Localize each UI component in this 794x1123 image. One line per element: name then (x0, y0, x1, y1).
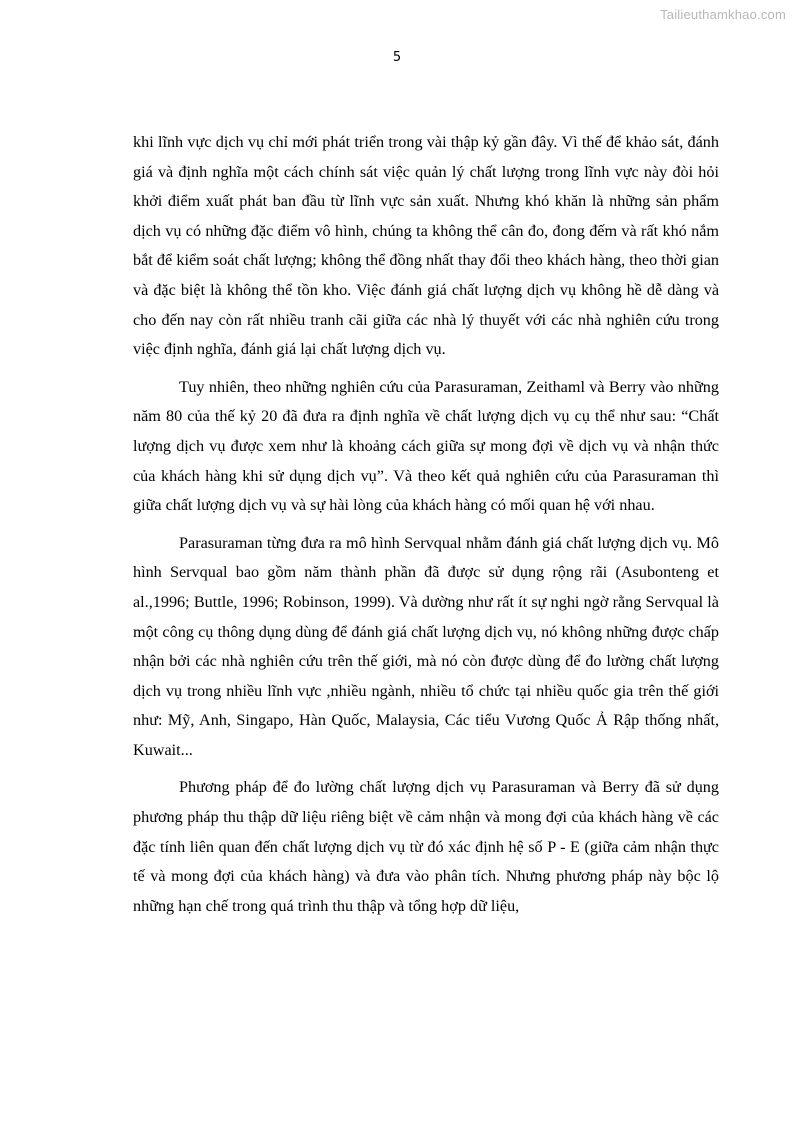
watermark: Tailieuthamkhao.com (660, 7, 786, 22)
paragraph-3: Parasuraman từng đưa ra mô hình Servqual nhằm đánh giá chất lượng dịch vụ. Mô hình Servqual bao gồm năm thành phần đã được sử dụng rộng rãi (Asubonteng et al.,1996; Buttle, 1996; Robinson, 1999). Và dường như rất ít sự nghi ngờ rằng Servqual là một công cụ thông dụng dùng để đánh giá chất lượng dịch vụ, nó không những được chấp nhận bởi các nhà nghiên cứu trên thế giới, mà nó còn được dùng để đo lường chất lượng dịch vụ trong nhiều lĩnh vực ,nhiều ngành, nhiều tổ chức tại nhiều quốc gia trên thế giới như: Mỹ, Anh, Singapo, Hàn Quốc, Malaysia, Các tiểu Vương Quốc Ả Rập thống nhất, Kuwait... (133, 533, 719, 759)
paragraph-4: Phương pháp để đo lường chất lượng dịch vụ Parasuraman và Berry đã sử dụng phương pháp thu thập dữ liệu riêng biệt về cảm nhận và mong đợi của khách hàng về các đặc tính liên quan đến chất lượng dịch vụ từ đó xác định hệ số P - E (giữa cảm nhận thực tế và mong đợi của khách hàng) và đưa vào phân tích. Nhưng phương pháp này bộc lộ những hạn chế trong quá trình thu thập và tổng hợp dữ liệu, (133, 778, 719, 915)
page-number: 5 (392, 50, 402, 65)
paragraph-1: khi lĩnh vực dịch vụ chỉ mới phát triển trong vài thập kỷ gần đây. Vì thế để khảo sát, đánh giá và định nghĩa một cách chính sát việc quản lý chất lượng trong lĩnh vực này đòi hỏi khởi điểm xuất phát ban đầu từ lĩnh vực sản xuất. Nhưng khó khăn là những sản phẩm dịch vụ có những đặc điểm vô hình, chúng ta không thể cân đo, đong đếm và rất khó nắm bắt để kiểm soát chất lượng; không thể đồng nhất thay đổi theo khách hàng, theo thời gian và đặc biệt là không thể tồn kho. Việc đánh giá chất lượng dịch vụ không hề dễ dàng và cho đến nay còn rất nhiều tranh cãi giữa các nhà lý thuyết với các nhà nghiên cứu trong việc định nghĩa, đánh giá lại chất lượng dịch vụ. (133, 133, 719, 359)
paragraph-2: Tuy nhiên, theo những nghiên cứu của Parasuraman, Zeithaml và Berry vào những năm 80 của thế kỷ 20 đã đưa ra định nghĩa về chất lượng dịch vụ cụ thể như sau: “Chất lượng dịch vụ được xem như là khoảng cách giữa sự mong đợi về dịch vụ và nhận thức của khách hàng khi sử dụng dịch vụ”. Và theo kết quả nghiên cứu của Parasuraman thì giữa chất lượng dịch vụ và sự hài lòng của khách hàng có mối quan hệ với nhau. (133, 377, 719, 515)
document-body (133, 128, 719, 929)
